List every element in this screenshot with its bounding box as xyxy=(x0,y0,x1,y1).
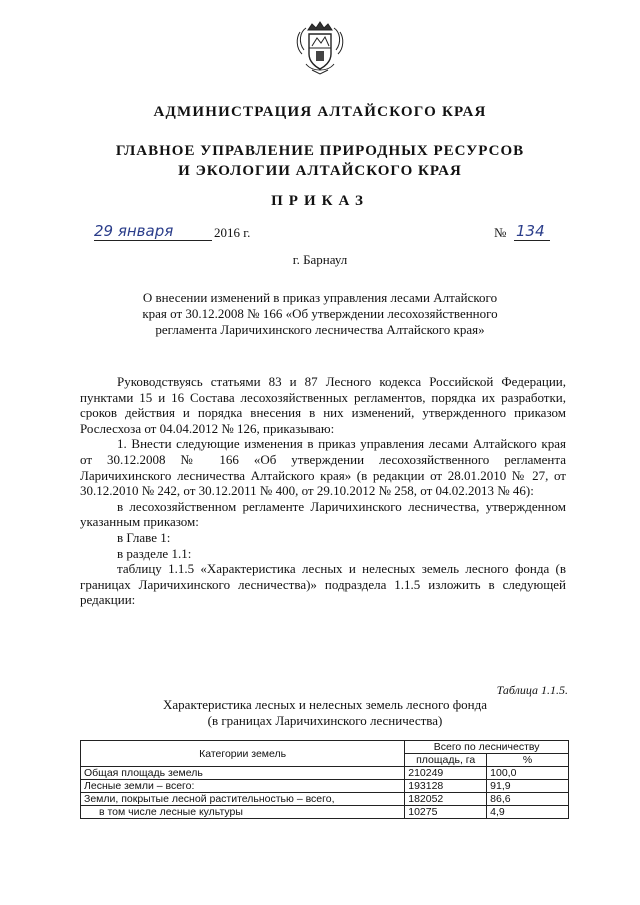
table-title-line: Характеристика лесных и нелесных земель лесного фонда xyxy=(163,697,487,712)
header-total: Всего по лесничеству xyxy=(405,741,569,754)
coat-of-arms-icon xyxy=(294,20,346,76)
handwritten-number: 134 xyxy=(516,222,545,240)
administration-title: АДМИНИСТРАЦИЯ АЛТАЙСКОГО КРАЯ xyxy=(153,104,487,120)
order-number xyxy=(494,222,574,244)
order-date xyxy=(94,222,294,244)
cell-percent: 86,6 xyxy=(487,793,569,806)
body-paragraph: таблицу 1.1.5 «Характеристика лесных и нелесных земель лесного фонда (в границах Ларичихинского лесничества)» подраздела 1.1.5 изложить в следующей редакции: xyxy=(80,561,566,608)
land-characteristics-table xyxy=(80,740,569,819)
cell-area: 193128 xyxy=(405,780,487,793)
cell-percent: 4,9 xyxy=(487,806,569,819)
table-label: Таблица 1.1.5. xyxy=(496,683,568,697)
cell-percent: 91,9 xyxy=(487,780,569,793)
department-title-line: ГЛАВНОЕ УПРАВЛЕНИЕ ПРИРОДНЫХ РЕСУРСОВ xyxy=(115,143,525,159)
number-underline xyxy=(514,240,550,241)
date-underline xyxy=(94,240,212,241)
handwritten-date: 29 января xyxy=(94,222,174,240)
subject-line: О внесении изменений в приказ управления лесами Алтайского xyxy=(142,290,498,305)
cell-area: 10275 xyxy=(405,806,487,819)
body-paragraph: в разделе 1.1: xyxy=(117,545,192,561)
subject-line: края от 30.12.2008 № 166 «Об утверждении лесохозяйственного xyxy=(142,306,498,321)
cell-category: в том числе лесные культуры xyxy=(81,806,405,819)
header-area: площадь, га xyxy=(405,754,487,767)
department-title-line: И ЭКОЛОГИИ АЛТАЙСКОГО КРАЯ xyxy=(178,163,462,179)
order-subject xyxy=(100,290,540,338)
city: г. Барнаул xyxy=(292,252,348,267)
body-paragraph: в лесохозяйственном регламенте Ларичихинского лесничества, утвержденном указанным приказом: xyxy=(80,498,566,530)
table-header-row xyxy=(81,741,569,754)
number-sign: № xyxy=(494,225,507,240)
cell-category: Лесные земли – всего: xyxy=(81,780,405,793)
header-percent: % xyxy=(487,754,569,767)
cell-percent: 100,0 xyxy=(487,767,569,780)
cell-category: Земли, покрытые лесной растительностью – всего, xyxy=(81,793,405,806)
table-row xyxy=(81,793,569,806)
cell-area: 210249 xyxy=(405,767,487,780)
table-row xyxy=(81,767,569,780)
header-category: Категории земель xyxy=(81,741,405,767)
table-row xyxy=(81,780,569,793)
order-body xyxy=(80,374,566,608)
body-paragraph: в Главе 1: xyxy=(117,529,171,545)
body-paragraph: Руководствуясь статьями 83 и 87 Лесного кодекса Российской Федерации, пунктами 15 и 16 Состава лесохозяйственных регламентов, порядка их разработки, сроков действия и порядка внесения в них изменений, утвержденного приказом Рослесхоза от 04.04.2012 № 126, приказываю: xyxy=(80,374,566,436)
order-title: ПРИКАЗ xyxy=(271,193,369,209)
cell-category: Общая площадь земель xyxy=(81,767,405,780)
order-year: 2016 г. xyxy=(214,225,251,240)
table-row xyxy=(81,806,569,819)
cell-area: 182052 xyxy=(405,793,487,806)
department-title xyxy=(0,141,640,181)
subject-line: регламента Ларичихинского лесничества Алтайского края» xyxy=(155,322,485,337)
body-paragraph: 1. Внести следующие изменения в приказ управления лесами Алтайского края от 30.12.2008 № 166 «Об утверждении лесохозяйственного регламента Ларичихинского лесничества Алтайского края» (в редакции от 28.01.2010 № 27, от 30.12.2010 № 242, от 30.12.2011 № 400, от 29.10.2012 № 258, от 04.02.2013 № 46): xyxy=(80,436,566,499)
table-title xyxy=(80,697,570,729)
table-title-line: (в границах Ларичихинского лесничества) xyxy=(207,713,443,728)
